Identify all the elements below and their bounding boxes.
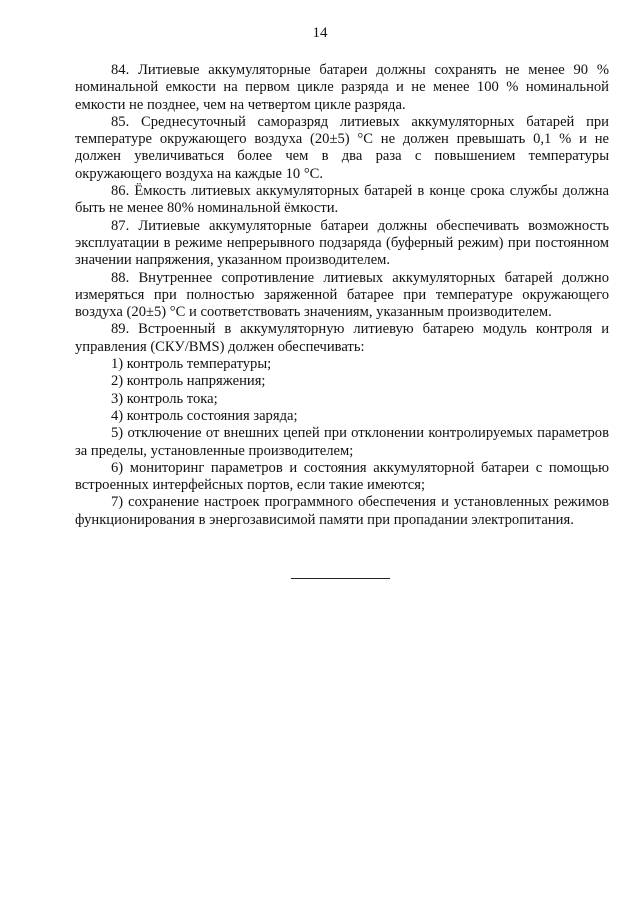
document-body [75, 62, 609, 529]
list-item-1: 1) контроль температуры; [111, 356, 272, 373]
list-item-4: 4) контроль состояния заряда; [111, 407, 298, 424]
list-item-3: 3) контроль тока; [111, 390, 218, 407]
list-item-6: 6) мониторинг параметров и состояния аккумуляторной батареи с помощью встроенных интерфейсных портов, если такие имеются; [75, 459, 609, 494]
paragraph-89: 89. Встроенный в аккумуляторную литиевую батарею модуль контроля и управления (СКУ/BMS) должен обеспечивать: [75, 321, 609, 355]
paragraph-86: 86. Ёмкость литиевых аккумуляторных батарей в конце срока службы должна быть не менее 80% номинальной ёмкости. [75, 183, 609, 217]
page-number: 14 [312, 25, 328, 41]
list-item-2: 2) контроль напряжения; [111, 373, 266, 390]
list-item-5: 5) отключение от внешних цепей при отклонении контролируемых параметров за пределы, установленные производителем; [75, 425, 609, 459]
paragraph-85: 85. Среднесуточный саморазряд литиевых аккумуляторных батарей при температуре окружающего воздуха (20±5) °С не должен превышать 0,1 % и не должен увеличиваться более чем в два раза с повышением температуры окружающего воздуха на каждые 10 °С. [75, 113, 609, 182]
paragraph-88: 88. Внутреннее сопротивление литиевых аккумуляторных батарей должно измеряться при полностью заряженной батарее при температуре окружающего воздуха (20±5) °С и соответствовать значениям, указанным производителем. [75, 269, 609, 321]
list-item-7: 7) сохранение настроек программного обеспечения и установленных режимов функционирования в энергозависимой памяти при пропадании электропитания. [75, 494, 609, 528]
paragraph-87: 87. Литиевые аккумуляторные батареи должны обеспечивать возможность эксплуатации в режиме непрерывного подзаряда (буферный режим) при постоянном значении напряжения, указанном производителем. [75, 217, 609, 269]
end-divider-line [291, 578, 390, 579]
paragraph-84: 84. Литиевые аккумуляторные батареи должны сохранять не менее 90 % номинальной емкости на первом цикле разряда и не менее 100 % номинальной емкости не позднее, чем на четвертом цикле разряда. [75, 62, 609, 113]
